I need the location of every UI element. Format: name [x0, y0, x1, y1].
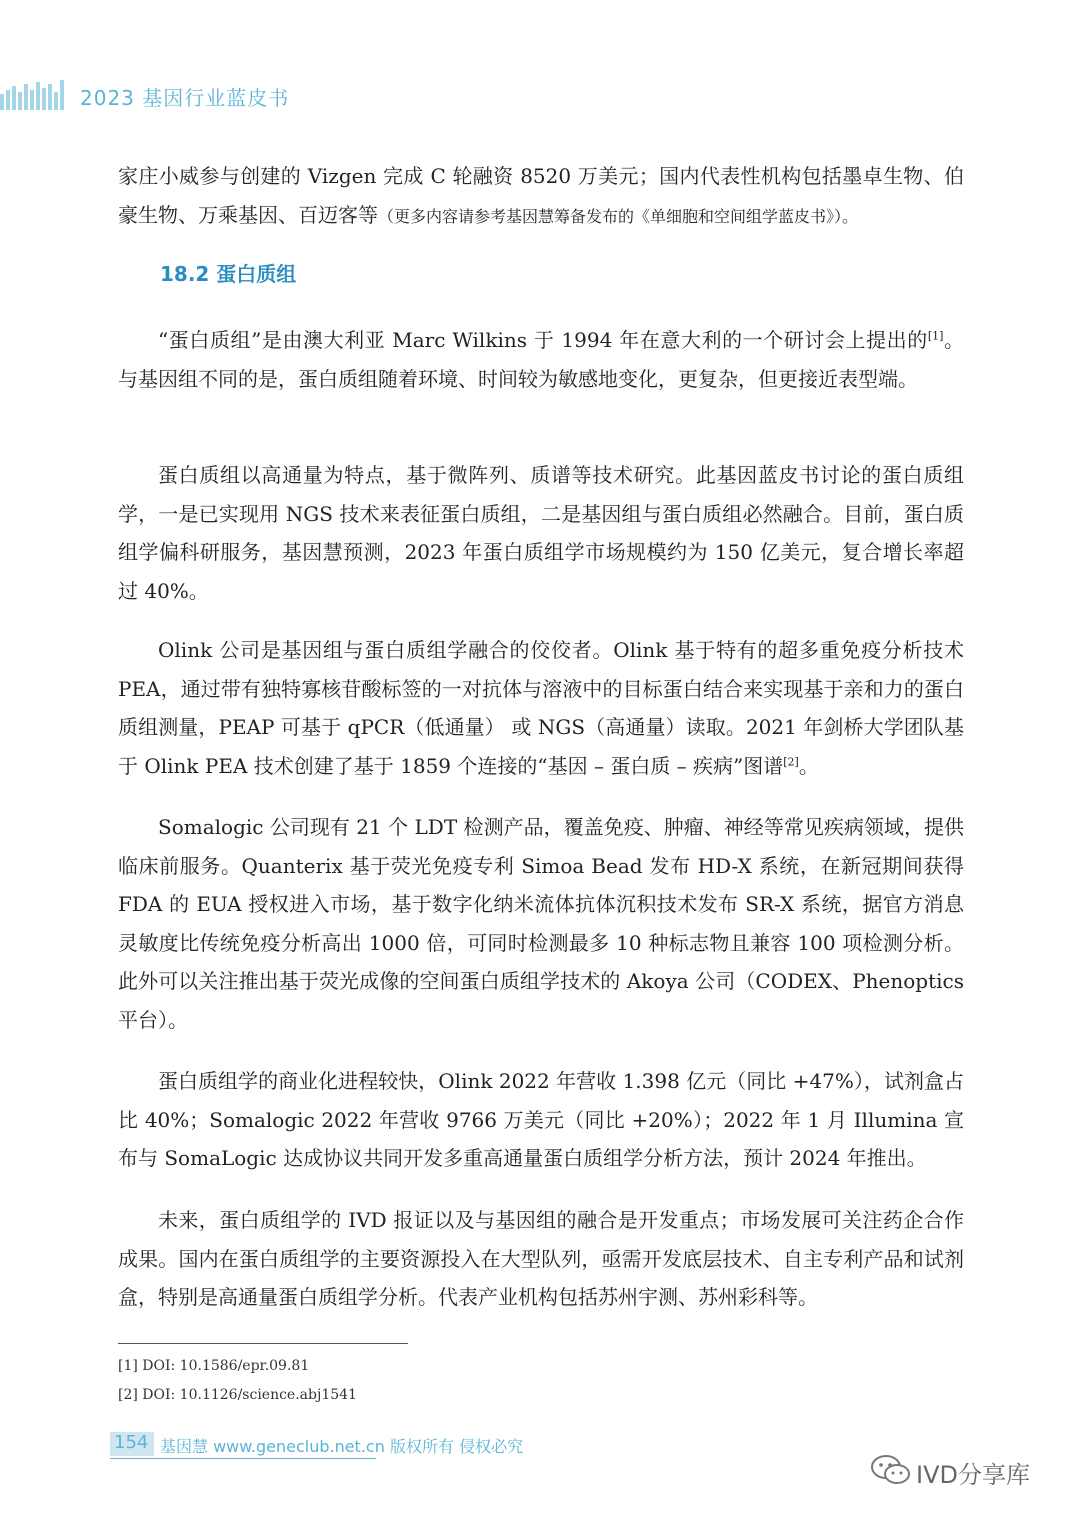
paragraph-block-4 — [118, 631, 964, 785]
section-heading: 18.2 蛋白质组 — [160, 262, 297, 286]
page-header — [0, 72, 700, 116]
footnotes — [118, 1352, 357, 1410]
footer-site-link[interactable]: 基因慧 www.geneclub.net.cn — [160, 1437, 385, 1456]
citation-1: [1] — [927, 329, 944, 343]
paragraph-commercialization: 蛋白质组学的商业化进程较快，Olink 2022 年营收 1.398 亿元（同比 +47%），试剂盒占比 40%；Somalogic 2022 年营收 9766 万美元（同比 +20%）；2022 年 1 月 Illumina 宣布与 SomaLogic 达成协议共同开发多重高通量蛋白质组学分析方法，预计 2024 年推出。 — [118, 1069, 964, 1170]
citation-2: [2] — [783, 754, 799, 768]
paragraph-future: 未来，蛋白质组学的 IVD 报证以及与基因组的融合是开发重点；市场发展可关注药企合作成果。国内在蛋白质组学的主要资源投入在大型队列，亟需开发底层技术、自主专利产品和试剂盒，特别是高通量蛋白质组学分析。代表产业机构包括苏州宇测、苏州彩科等。 — [118, 1208, 964, 1309]
footnote-1: [1] DOI: 10.1586/epr.09.81 — [118, 1358, 310, 1374]
paragraph-proteomics-market: 蛋白质组以高通量为特点，基于微阵列、质谱等技术研究。此基因蓝皮书讨论的蛋白质组学，一是已实现用 NGS 技术来表征蛋白质组，二是基因组与蛋白质组必然融合。目前，蛋白质组学偏科研服务，基因慧预测，2023 年蛋白质组学市场规模约为 150 亿美元，复合增长率超过 40%。 — [118, 463, 964, 603]
paragraph-block-6 — [118, 1062, 964, 1178]
paragraph-block-3 — [118, 456, 964, 610]
paragraph-block-7 — [118, 1201, 964, 1317]
page-body — [118, 157, 964, 236]
p4-text-b: 。 — [798, 753, 819, 778]
header-bars-decoration — [0, 80, 70, 110]
footnote-divider — [118, 1343, 408, 1344]
page-number: 154 — [114, 1432, 149, 1453]
paragraph-proteome-definition — [118, 321, 964, 398]
continuation-note: （更多内容请参考基因慧筹备发布的《单细胞和空间组学蓝皮书》）。 — [378, 206, 859, 226]
watermark-text: IVD分享库 — [916, 1461, 1030, 1489]
paragraph-olink — [118, 631, 964, 785]
p2-text-b: 。与基因组不同的是，蛋白质组随着环境、时间较为敏感地变化，更复杂，但更接近表型端。 — [118, 328, 964, 391]
paragraph-somalogic-quanterix: Somalogic 公司现有 21 个 LDT 检测产品，覆盖免疫、肿瘤、神经等常见疾病领域，提供临床前服务。Quanterix 基于荧光免疫专利 Simoa Bead 发布 HD-X 系统，在新冠期间获得 FDA 的 EUA 授权进入市场，基于数字化纳米流体抗体沉积技术发布 SR-X 系统，据官方消息灵敏度比传统免疫分析高出 1000 倍，可同时检测最多 10 种标志物且兼容 100 项检测分析。此外可以关注推出基于荧光成像的空间蛋白质组学技术的 Akoya 公司（CODEX、Phenoptics 平台）。 — [118, 815, 964, 1032]
footer-copyright: 版权所有 侵权必究 — [390, 1437, 524, 1456]
watermark — [870, 1451, 1070, 1491]
footnote-2: [2] DOI: 10.1126/science.abj1541 — [118, 1387, 357, 1403]
p2-text-a: “蛋白质组”是由澳大利亚 Marc Wilkins 于 1994 年在意大利的一个研讨会上提出的 — [158, 328, 928, 352]
p4-text-a: Olink 公司是基因组与蛋白质组学融合的佼佼者。Olink 基于特有的超多重免疫分析技术 PEA，通过带有独特寡核苷酸标签的一对抗体与溶液中的目标蛋白结合来实现基于亲和力的蛋白质组测量，PEAP 可基于 qPCR（低通量） 或 NGS（高通量）读取。2021 年剑桥大学团队基于 Olink PEA 技术创建了基于 1859 个连接的“基因 – 蛋白质 – 疾病”图谱 — [118, 638, 964, 778]
footer-underline — [110, 1458, 376, 1459]
paragraph-block-5 — [118, 808, 964, 1039]
paragraph-continuation — [118, 157, 964, 236]
continuation-text: 家庄小威参与创建的 Vizgen 完成 C 轮融资 8520 万美元；国内代表性机构包括墨卓生物、伯豪生物、万乘基因、百迈客等 — [118, 164, 964, 227]
paragraph-block-2 — [118, 321, 964, 398]
header-title: 2023 基因行业蓝皮书 — [80, 86, 290, 110]
wechat-icon — [870, 1453, 912, 1487]
